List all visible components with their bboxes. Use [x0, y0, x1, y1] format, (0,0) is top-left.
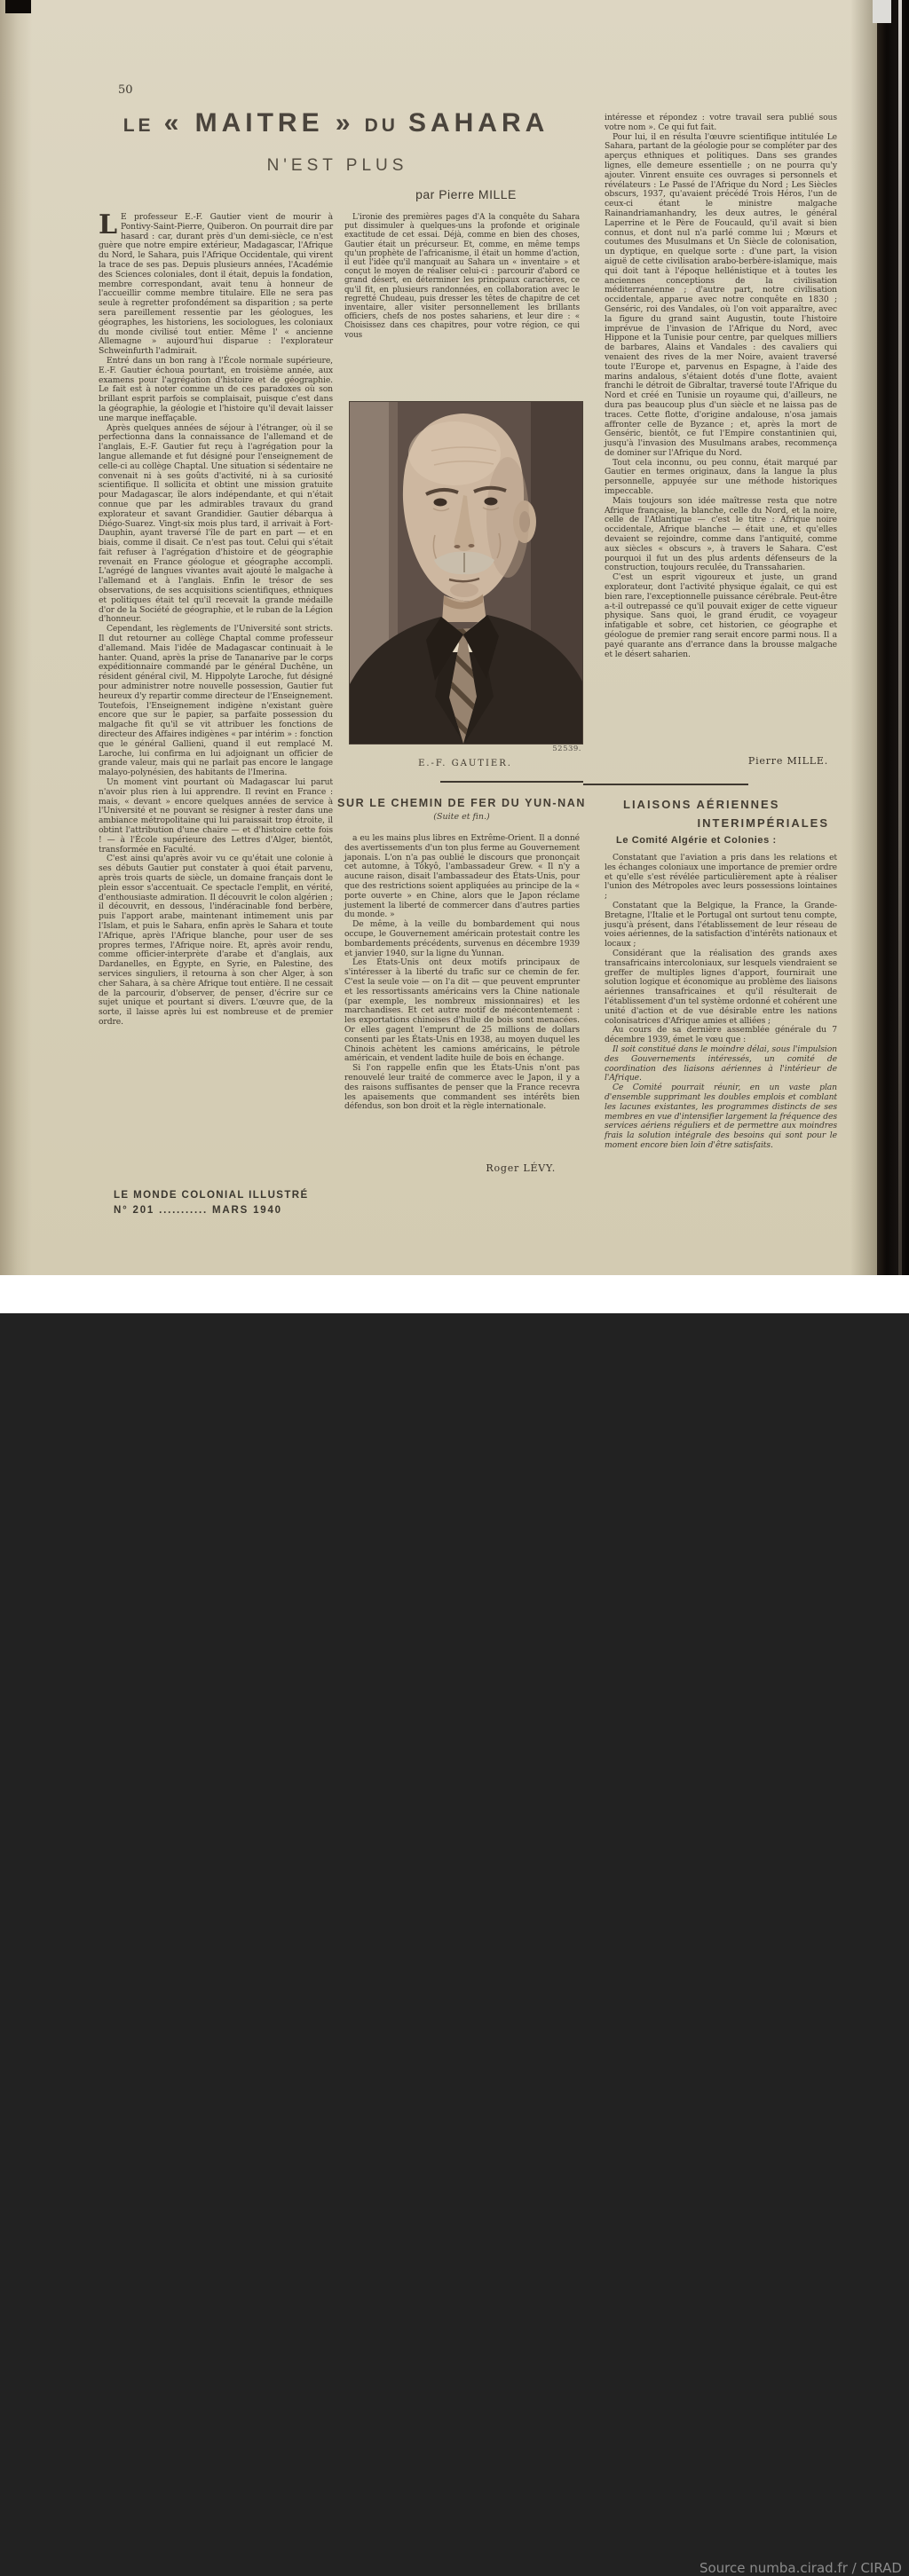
title-word-le: LE [123, 115, 154, 136]
paragraph-text: E professeur E.-F. Gautier vient de mourir à Pontivy-Saint-Pierre, Quiberon. On pourrait dire par hasard : car, durant près d'un demi-siècle, ce n'est guère que notre empire extérieur, Madagascar, l'Afrique du Nord, le Sahara, puis l'Afrique Occidentale, qui virent la trace de ses pas. Depuis plusieurs années, l'Académie des Sciences coloniales, dont il était, depuis la fondation, membre correspondant, avait tenu à honneur de l'accueillir comme membre titulaire. Elle ne sera pas seule à regretter profondément sa disparition ; sa perte sera pareillement ressentie par les géologues, les géographes, les historiens, les sociologues, les coloniaux du monde civilisé tout entier. Même l' « ancienne Allemagne » aujourd'hui disparue : l'explorateur Schweinfurth l'admirait. [99, 212, 333, 357]
issue-number-date: N° 201 ........... MARS 1940 [114, 1205, 282, 1216]
title-word-du: DU [364, 115, 399, 136]
paragraph: Mais toujours son idée maîtresse resta que notre Afrique française, la blanche, celle du Nord, et la noire, celle de l'Atlantique — c'est le titre : Afrique noire occidentale, Afrique blanche — était une, et qu'elles devaient se rejoindre, comme dans l'antiquité, comme aux siècles « obscurs », à travers le Sahara. C'est pourquoi il fut un des plus ardents défenseurs de la construction, toujours reculée, du Transsaharien. [605, 495, 837, 573]
article-subtitle: N'EST PLUS [266, 156, 408, 175]
yunnan-article-title: SUR LE CHEMIN DE FER DU YUN-NAN [337, 797, 586, 809]
photo-reference-number: 52539. [552, 744, 581, 753]
paragraph: Tout cela inconnu, ou peu connu, était marqué par Gautier en termes originaux, dans la langue la plus personnelle, appuyée sur une méthode historiques impeccable. [605, 457, 837, 497]
section-divider [583, 784, 748, 785]
paragraph [99, 209, 333, 357]
liaisons-title-line2: INTERIMPÉRIALES [697, 816, 829, 830]
photo-caption: E.-F. GAUTIER. [418, 759, 512, 768]
column-1 [99, 209, 333, 1186]
paragraph-italic: Ce Comité pourrait réunir, en un vaste plan d'ensemble supprimant les doubles emplois et comblant les lacunes existantes, les programmes distincts de ses membres en vue d'intensifier largement la fréquence des services aériens réguliers et de permettre aux moindres frais la solution intégrale des besoins qui sont pour le moment encore bien loin d'être satisfaits. [605, 1083, 837, 1150]
journal-name: LE MONDE COLONIAL ILLUSTRÉ [114, 1190, 309, 1201]
paragraph: Constatant que l'aviation a pris dans les relations et les échanges coloniaux une importance de premier ordre et qu'elle s'est révélée particulièrement apte à réaliser l'union des Métropoles avec leurs possessions lointaines ; [605, 853, 837, 902]
paragraph: Considérant que la réalisation des grands axes transafricains intercoloniaux, sur lesquels viendraient se greffer de multiples lignes d'apport, fournirait une solution logique et économique au problème des liaisons aériennes transafricaines et qu'il résulterait de l'établissement d'un tel système ordonné et cohérent une unité d'action et de vue désirable entre les nations colonisatrices d'Afrique amies et alliées ; [605, 948, 837, 1026]
title-word-sahara: SAHARA [407, 108, 549, 138]
paragraph: intéresse et répondez : votre travail sera publié sous votre nom ». Ce qui fut fait. [605, 113, 837, 132]
article-byline: par Pierre MILLE [415, 187, 517, 201]
source-credit: Source numba.cirad.fr / CIRAD [699, 2560, 902, 2576]
paragraph: Après quelques années de séjour à l'étranger, où il se perfectionna dans la connaissance de l'allemand et de l'anglais, E.-F. Gautier fut reçu à l'agrégation pour la langue allemande et fut désigné pour l'enseignement de celle-ci au collège Chaptal. Une situation si sédentaire ne convenait ni à ses goûts d'activité, ni à sa curiosité scientifique. Il sollicita et obtint une mission gratuite pour Madagascar, île alors indépendante, et qui n'était connue que par les admirables travaux du grand explorateur et savant Grandidier. Gautier débarqua à Diégo-Suarez. Vingt-six mois plus tard, il arrivait à Fort-Dauphin, ayant traversé l'île de part en part — et en biais, comme il disait. Ce n'est pas tout. Celui qui s'était fait refuser à l'agrégation d'histoire et de géographie revenait en France géologue et géographe accompli. L'agrégé de langues vivantes avait ajouté le malgache à l'allemand et à l'anglais. Enfin le trésor de ses observations, de ses acquisitions scientifiques, ethniques et politiques était tel qu'il recevait la grande médaille d'or de la Société de géographie, et le ruban de la Légion d'honneur. [99, 422, 333, 625]
paragraph: Cependant, les règlements de l'Université sont stricts. Il dut retourner au collège Chaptal comme professeur d'allemand. Mais l'idée de Madagascar continuait à le hanter. Quand, après la prise de Tananarive par le corps expéditionnaire commandé par le général Duchêne, un résident général civil, M. Hippolyte Laroche, fut désigné pour administrer notre nouvelle possession, Gautier fut heureux d'y repartir comme directeur de l'Enseignement. Toutefois, l'Enseignement indigène n'existant guère encore que sur le papier, sa parfaite possession du malgache fit qu'il se vit attribuer les fonctions de directeur des Affaires indigènes « par intérim » : fonction que le général Gallieni, quand il eut remplacé M. Laroche, lui confirma en lui adjoignant un officier de grande valeur, mais qui ne parlait pas encore le langage malayo-polynésien, des habitants de l'Imerina. [99, 624, 333, 778]
paragraph: a eu les mains plus libres en Extrême-Orient. Il a donné des avertissements d'un ton plus ferme au Gouvernement japonais. L'on n'a pas oublié le discours que prononçait cet automne, à Tôkyô, l'ambassadeur Grew. « Il n'y a aucune raison, disait l'ambassadeur des États-Unis, pour que des restrictions soient appliquées au principe de la « porte ouverte » en Chine, alors que le Japon réclame justement la liberté de commercer dans d'autres parties du monde. » [344, 833, 580, 920]
paragraph: De même, à la veille du bombardement qui nous occupe, le Gouvernement américain protestait contre les bombardements précédents, survenus en décembre 1939 et janvier 1940, sur la ligne du Yunnan. [344, 919, 580, 958]
book-spine-highlight [898, 0, 902, 1285]
portrait-photo [349, 401, 583, 744]
article-title [98, 108, 577, 138]
paragraph: Les États-Unis ont deux motifs principaux de s'intéresser à la liberté du trafic sur ce chemin de fer. C'est la seule voie — on l'a dit — que peuvent emprunter et les ressortissants américains vers la Chine nationale (par exemple, les nombreux missionnaires) et les marchandises. Et cet autre motif de mécontentement : les exportations chinoises d'huile de bois sont menacées. Or elles gagent l'emprunt de 25 millions de dollars consenti par les États-Unis en 1938, au moyen duquel les Chinois achètent les camions américains, le pétrole américain, et vendent ladite huile de bois en échange. [344, 957, 580, 1064]
liaisons-article-title [604, 798, 831, 830]
column-2-yunnan-body [344, 834, 580, 1161]
paragraph: Pour lui, il en résulta l'œuvre scientifique intitulée Le Sahara, partant de la géologie pour se compléter par des aperçus ethniques et politiques. Dans ses grandes lignes, elle demeure essentielle ; on ne pourra qu'y ajouter. Vinrent ensuite ces ouvrages si personnels et révélateurs : Le Passé de l'Afrique du Nord ; Les Siècles obscurs, 1937, qu'avaient précédé Trois Héros, l'un de ceux-ci étant le ministre malgache Rainandriamanhandry, les deux autres, le général Laperrine et le Père de Foucauld, qu'il avait si bien connus, et dont nul n'a parlé comme lui ; Mœurs et coutumes des Musulmans et Un Siècle de colonisation, un dyptique, en quelque sorte : d'une part, la vision aiguë de cette civilisation arabo-berbère-islamique, mais qui doit tant à l'époque hellénistique et à toutes les anciennes conceptions de la civilisation méditerranéenne ; d'autre part, notre civilisation occidentale, apparue avec notre conquête en 1830 ; Genséric, roi des Vandales, où l'on voit apparaître, avec la figure du grand saint Augustin, toute l'histoire imprévue de l'invasion de l'Afrique du Nord, avec Hippone et la Tunisie pour centre, par quelques milliers de barbares, Alains et Vandales : des cavaliers qui venaient des rives de la mer Noire, avaient traversé toute l'Europe et, parvenus en Espagne, à l'aide des marins andalous, s'étaient dotés d'une flotte, avaient franchi le détroit de Gibraltar, traversé toute l'Afrique du Nord et créé en Tunisie un royaume qui, d'ailleurs, ne dura pas beaucoup plus d'un siècle et ne laissa pas de traces. Cette flotte, d'origine andalouse, n'osa jamais affronter celle de Byzance ; et, après la mort de Genséric, bientôt, ce fut l'Empire constantinien qui, jusqu'à l'invasion des Musulmans arabes, recommença de dominer sur l'Afrique du Nord. [605, 131, 837, 458]
drop-cap: L [99, 209, 117, 240]
main-article-signature: Pierre MILLE. [747, 755, 828, 767]
scan-edge-artifact [873, 0, 891, 23]
book-spine [877, 0, 909, 1285]
scan-corner-artifact [5, 0, 31, 13]
paragraph: Constatant que la Belgique, la France, la Grande-Bretagne, l'Italie et le Portugal ont surtout tenu compte, jusqu'à présent, dans l'établissement de leur réseau de voies aériennes, de la satisfaction d'intérêts nationaux et locaux ; [605, 900, 837, 949]
section-divider [440, 781, 583, 783]
paragraph: L'ironie des premières pages d'A la conquête du Sahara put dissimuler à quelques-uns la profonde et originale exactitude de cet essai. Déjà, comme en bien des choses, Gautier était un précurseur. Et, comme, en même temps qu'un prophète de l'africanisme, il était un homme d'action, il eut l'idée qu'il manquait au Sahara un « inventaire » et conçut le moyen de réaliser celui-ci : parcourir d'abord ce grand désert, en déterminer les principaux caractères, ce qu'il fit, en plusieurs randonnées, en collaboration avec le regretté Chudeau, puis dresser les têtes de chapitre de cet inventaire, aller visiter personnellement les brillants officiers, chefs de nos postes sahariens, et leur dire : « Choisissez dans ces chapitres, pour votre région, ce qui vous [344, 213, 580, 340]
page-number: 50 [118, 83, 133, 97]
paragraph-italic: Il soit constitué dans le moindre délai, sous l'impulsion des Gouvernements intéressés, un comité de coordination des liaisons aériennes à l'intérieur de l'Afrique. [605, 1044, 837, 1083]
paragraph: Entré dans un bon rang à l'École normale supérieure, E.-F. Gautier échoua pourtant, en troisième année, aux examens pour l'agrégation d'histoire et de géographie. Le fait est à noter comme un de ces paradoxes où son brillant esprit parfois se complaisait, puisque c'est dans la géographie, la géologie et l'histoire qu'il devait laisser une marque ineffaçable. [99, 355, 333, 423]
masthead-footer [114, 1190, 344, 1216]
column-3-liaisons-body [605, 854, 837, 1186]
magazine-page [0, 0, 877, 1277]
paragraph: Si l'on rappelle enfin que les États-Unis n'ont pas renouvelé leur traité de commerce avec le Japon, il y a des raisons suffisantes de penser que la France recevra les apaisements que commandent ses intérêts bien défendus, son bon droit et la règle internationale. [344, 1063, 580, 1112]
paragraph: C'est un esprit vigoureux et juste, un grand explorateur, dont l'activité physique égalait, ce qui est bien rare, l'exceptionnelle puissance cérébrale. Peut-être a-t-il outrepassé ce qu'il pouvait exiger de cette vigueur physique. Sans quoi, le grand érudit, ce voyageur infatigable et sobre, cet historien, ce géographe et géologue de premier rang serait encore parmi nous. Il a payé quarante ans d'errance dans la brousse malgache et le désert saharien. [605, 572, 837, 659]
scan-footer-bar [0, 1275, 909, 2576]
yunnan-article-subtitle: (Suite et fin.) [433, 812, 490, 822]
paragraph: Un moment vint pourtant où Madagascar lui parut n'avoir plus rien à lui apprendre. Il revint en France : mais, « devant » encore quelques années de service à l'Université et ne pouvant se résigner à rester dans une ambiance métropolitaine qui lui paraissait trop étroite, il obtint l'attribution d'une chaire — et d'histoire cette fois ! — à l'École supérieure des Lettres d'Alger, bientôt, transformée en Faculté. [99, 777, 333, 855]
liaisons-title-line1: LIAISONS AÉRIENNES [623, 798, 780, 811]
paragraph: C'est ainsi qu'après avoir vu ce qu'était une colonie à ses débuts Gautier put constater à quoi était parvenu, après trois quarts de siècle, un domaine français dont le plein essor s'accentuait. Ce spectacle l'emplit, en vérité, d'enthousiaste admiration. Il découvrit le colon algérien ; il découvrit, en dessous, l'indéracinable fond berbère, puis l'apport arabe, maintenant intimement unis par l'Islam, et puis le Sahara, enfin après le Sahara et toute l'Afrique, après l'Afrique blanche, pour user de ses propres termes, l'Afrique noire. Et, après avoir rendu, comme officier-interprète d'arabe et d'anglais, aux Dardanelles, en Égypte, en Syrie, en Palestine, des services singuliers, il retourna à son cher Alger, à son cher Sahara, à sa chère Afrique tout entière. Il ne cessait de la parcourir, d'observer, de penser, d'écrire sur ce sujet unique et pourtant si divers. L'œuvre que, de la sorte, il laisse après lui est nombreuse et de premier ordre. [99, 854, 333, 1027]
title-word-maitre: « MAITRE » [163, 108, 355, 138]
liaisons-subheading: Le Comité Algérie et Colonies : [616, 835, 777, 846]
paragraph: Au cours de sa dernière assemblée générale du 7 décembre 1939, émet le vœu que : [605, 1025, 837, 1045]
column-2-intro [344, 213, 580, 398]
column-3 [605, 114, 837, 752]
portrait-illustration [350, 402, 582, 744]
yunnan-signature: Roger LÉVY. [486, 1162, 556, 1174]
